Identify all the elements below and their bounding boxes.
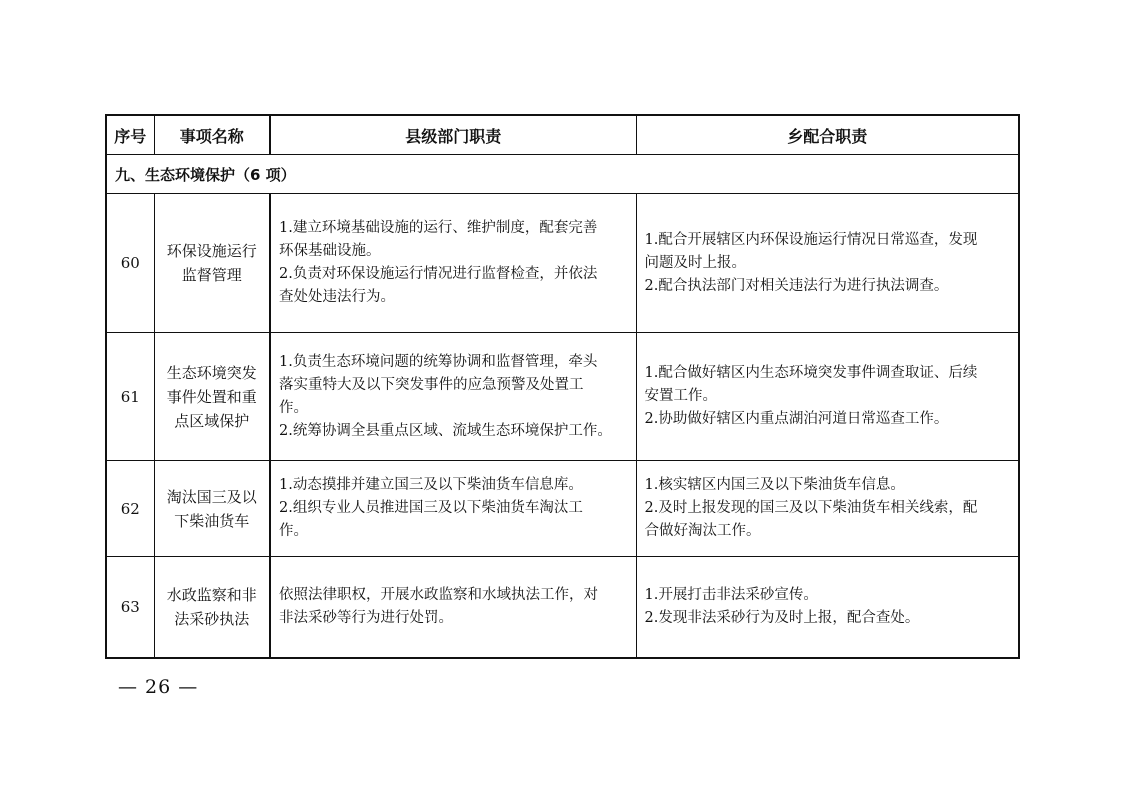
item-name-line: 生态环境突发 [166,363,257,382]
row-serial-number: 63 [106,557,154,658]
county-duty-line: 依照法律职权，开展水政监察和水域执法工作，对 [279,586,598,603]
row-county-duty [270,333,636,461]
row-serial-number: 60 [106,194,154,333]
county-duty-line: 非法采砂等行为进行处罚。 [279,609,453,626]
section-title: 九、生态环境保护（6 项） [106,155,1019,194]
county-duty-line: 1.动态摸排并建立国三及以下柴油货车信息库。 [279,477,583,493]
header-serial: 序号 [106,115,154,155]
county-duty-line: 2.组织专业人员推进国三及以下柴油货车淘汰工 [279,500,583,516]
town-duty-line: 2.协助做好辖区内重点湖泊河道日常巡查工作。 [644,411,949,427]
item-name-line: 法采砂执法 [174,609,250,628]
row-item-name [154,461,270,557]
row-county-duty [270,194,636,333]
town-duty-line: 2.发现非法采砂行为及时上报，配合查处。 [644,609,920,626]
row-item-name [154,194,270,333]
row-town-duty [636,557,1019,658]
county-duty-line: 落实重特大及以下突发事件的应急预警及处置工 [279,376,584,393]
row-item-name [154,557,270,658]
table-row [106,333,1019,461]
row-serial-number: 61 [106,333,154,461]
county-duty-line: 环保基础设施。 [279,243,381,259]
town-duty-line: 合做好淘汰工作。 [644,523,761,539]
county-duty-line: 2.负责对环保设施运行情况进行监督检查，并依法 [279,266,598,282]
town-duty-line: 1.核实辖区内国三及以下柴油货车信息。 [644,477,905,493]
town-duty-line: 2.及时上报发现的国三及以下柴油货车相关线索，配 [644,500,978,516]
county-duty-line: 作。 [279,523,308,539]
item-name-line: 水政监察和非 [166,585,257,604]
duty-table [105,114,1020,659]
county-duty-line: 1.负责生态环境问题的统筹协调和监督管理，牵头 [279,353,598,370]
row-serial-number: 62 [106,461,154,557]
item-name-line: 下柴油货车 [174,511,250,530]
county-duty-line: 查处处违法行为。 [279,289,395,305]
item-name-line: 点区域保护 [174,411,250,430]
header-item-name: 事项名称 [154,115,270,155]
page-number: — 26 — [118,676,199,698]
town-duty-line: 1.配合做好辖区内生态环境突发事件调查取证、后续 [644,365,978,381]
header-town-duty: 乡配合职责 [636,115,1019,155]
item-name-line: 监督管理 [181,266,242,284]
row-town-duty [636,194,1019,333]
county-duty-line: 2.统筹协调全县重点区域、流域生态环境保护工作。 [279,422,612,439]
town-duty-line: 问题及时上报。 [644,254,746,271]
header-county-duty: 县级部门职责 [270,115,636,155]
town-duty-line: 2.配合执法部门对相关违法行为进行执法调查。 [644,277,949,294]
section-row [106,155,1019,194]
row-town-duty [636,461,1019,557]
row-item-name [154,333,270,461]
row-county-duty [270,557,636,658]
table-row [106,461,1019,557]
town-duty-line: 1.配合开展辖区内环保设施运行情况日常巡查，发现 [644,231,978,248]
table-row [106,194,1019,333]
county-duty-line: 作。 [279,399,308,416]
item-name-line: 环保设施运行 [166,242,257,260]
item-name-line: 事件处置和重 [166,387,257,406]
county-duty-line: 1.建立环境基础设施的运行、维护制度，配套完善 [279,220,598,236]
town-duty-line: 安置工作。 [644,388,717,404]
table-row [106,557,1019,658]
row-town-duty [636,333,1019,461]
table-header-row [106,115,1019,155]
item-name-line: 淘汰国三及以 [166,487,257,506]
row-county-duty [270,461,636,557]
town-duty-line: 1.开展打击非法采砂宣传。 [644,586,818,603]
